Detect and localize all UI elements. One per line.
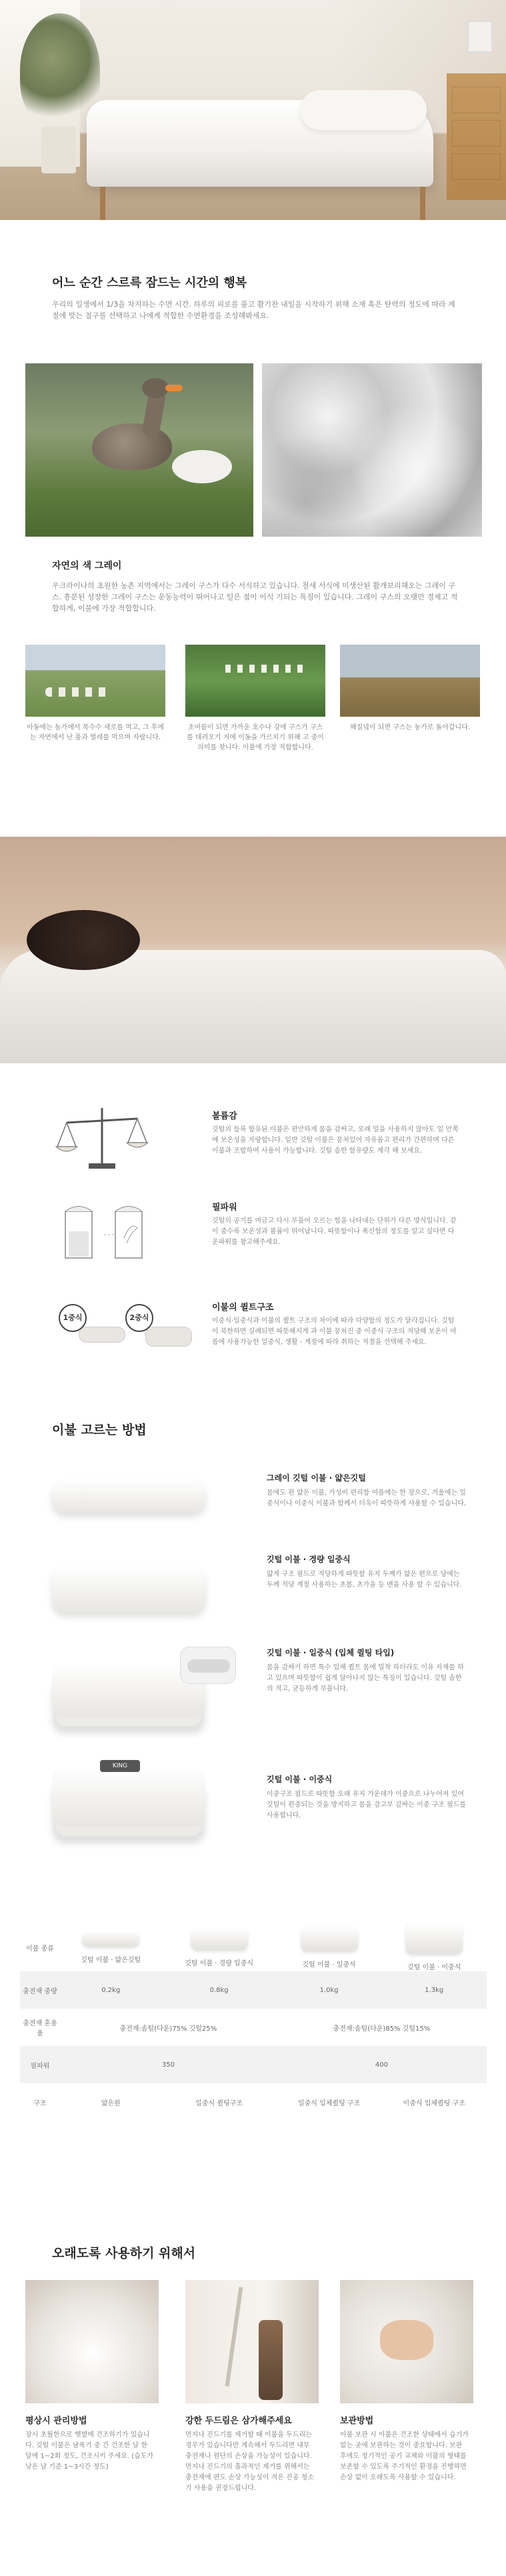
choose-item-2-desc: 얇게 구조 필드로 적당하게 따뜻할 유지 두께가 얇은 편으로 당에는 두께 적당 계절 사용하는 초봄, 초가을 등 맨을 사용 할 수 있습니다. [267,1571,462,1589]
choose-item-4-desc: 이중구조 필드로 따뜻함 오래 유지 가운데가 이중으로 나누어져 있어 깃털이 편중되는 것을 방지하고 몸을 감고부 감싸는 이중 구조 필드를 사용합니다. [267,1791,467,1819]
one-layer-badge: 1중식 [59,1304,87,1332]
care-photo-airing [25,2280,159,2403]
feature-volume-title: 볼륨감 [212,1111,237,1121]
quilt-zoom-callout [180,1647,236,1684]
plant-image [20,13,100,127]
intro-body: 우리의 일생에서 1/3을 차지하는 수면 시간. 하루의 피로를 풀고 활기찬 내일을 시작하기 위해 소재 혹은 탄력의 정도에 따라 계절에 맞는 침구를 선택하고 나에게 적합한 수면환경을 조성해봐세요. [52,300,455,320]
feature-volume-text: 깃털의 들록 함유된 이불은 편안하게 몸을 감싸고, 오래 밀을 사용하지 않아도 일 안쪽에 보온성을 자랑합니다. 일반 깃털 이불은 뭉쳐있어 자유롭고 편리가 간편하며 다른 이불과 조합하여 사용이 가능합니다. 깃털 솜한 함유량도 제각 해 보세요. [212,1126,459,1155]
hero-bedroom-photo [0,0,506,220]
care-item-2-text: 먼지나 진드기를 제거할 때 이불을 두드리는 경우가 있습니다만 계속해서 두드리면 내부 충전재나 원단의 손상을 가능성이 있습니다. 먼지나 진드기의 흡과적인 제거를 위해서는 충전재에 편도 손상 가능성이 적은 진공 청소기 사용을 권장드립니다. [185,2431,314,2492]
sleeping-person-photo [0,837,506,1063]
feature-quilt-text: 이중식·일중식과 이불의 퀼트 구조의 차이에 따라 다양함의 정도가 달라집니다. 깃털이 북한하면 실례되면 따뜻해지게 과 이불 뭉쳐진 중 이중식 구조의 적당해 보온이 여름에 사용가능한 일중식, 생활 - 계절에 따라 취하는 적절을 선택해 주세요. [212,1317,457,1346]
duvet-double-image [52,1767,205,1827]
quilt-structure-diagram [52,1300,185,1353]
choose-item-1-desc: 몸에도 편 얇은 이불, 가성비 편리함 여름에는 한 장으로, 겨울에는 일중식이나 이중식 이불과 함께서 더욱이 따뜻하게 사용할 수 있습니다. [267,1489,467,1507]
feature-fillpower-text: 깃털의 공기를 머금고 다시 부풀어 오르는 힘을 나타내는 단위가 다른 방식입니다. 같이 중수록 보온성과 볼륨이 뛰어납니다. 따뜻함이나 폭신함의 정도를 알고 싶다면 다운파워를 참고해주세요. [212,1217,457,1246]
picture-frame [467,20,493,53]
gray-title: 자연의 색 그레이 [52,561,122,571]
choose-item-3-name: 깃털 이불 · 일중식 (입체 퀼팅 타입) [267,1648,395,1657]
thumb-single [301,1926,358,1951]
fill-power-icon [52,1191,152,1271]
thumb-double [405,1923,463,1954]
caption-sunset: 해질녘이 되면 구스는 농가로 돌아갑니다. [349,724,471,731]
care-item-2-name: 강한 두드림은 삼가해주세요 [185,2416,292,2426]
care-title: 오래도록 사용하기 위해서 [52,2246,196,2261]
lake-photo [185,645,325,717]
caption-lake: 초여름이 되면 가까운 호수나 강에 구스가 구스를 데려오기 저에 이동을 가르치기 위해 고 중이 의미를 찾니다. 이불에 가장 적합합니다. [187,724,324,751]
caption-farm: 아동에는 농가에서 목수수 새로를 먹고, 그 후에는 자연에서 난 풀과 벌레를 먹으며 자랍니다. [27,724,164,741]
table-row: 구조 얇은원 일중식 퀼팅구조 일중식 입체퀼팅 구조 이중식 입체퀼팅 구조 [33,2099,465,2107]
choose-item-1-name: 그레이 깃털 이불 · 얇은깃털 [267,1473,366,1483]
care-item-3-text: 이불 보관 시 이불은 건조한 상태에서 습기가 없는 곳에 보관하는 것이 중요합니다. 보관 후에도 정기적인 공기 교체와 이불의 형태를 보존할 수 있도록 주기적인 환경을 진행하면 손상 없이 오래도록 사용할 수 있습니다. [340,2431,469,2481]
gray-body: 우크라이나의 초원한 농촌 지역에서는 그레이 구스가 다수 서식하고 있습니다. 철새 서식에 미생산된 활개보리해오는 그레이 구스. 흥분된 성장한 그레이 구스는 운동능력이 뛰어나고 털은 점이 이식 기되는 특징이 있습니다. 그레이 구스의 오랫만 경제고 적합하게, 이불에 가장 적합합니다. [52,581,458,613]
care-photo-storage [340,2280,473,2403]
table-row: 충전재 혼용율 충전재:솜털(다운)75% 깃털25% 충전재:솜털(다운)85% 깃털15% [23,2020,431,2037]
thumb-thin [82,1931,139,1947]
sunset-photo [340,645,480,717]
care-photo-vacuum [185,2280,319,2403]
goose-photo [25,363,253,537]
feature-quilt-title: 이불의 퀼트구조 [212,1303,274,1313]
farm-photo [25,645,165,717]
table-row-images [20,1923,487,1971]
choose-item-3-desc: 몸을 감싸기 하면 특수 입체 퀼트 몸에 밀착 하더라도 이유 자재를 하고 있으며 따뜻함이 쉽게 달아나지 않는 특징이 있습니다. 깃털 솜한의 적고, 균등하게 부풀니다. [267,1664,464,1693]
table-row: 충전재 중량 0.2kg 0.8kg 1.0kg 1.3kg [20,1971,487,2009]
table-row: 필파워 350 400 [20,2046,487,2083]
care-item-1-text: 장시 초월한으로 햇볕에 건조하기가 있습니다. 깃털 이불은 남폭기 중 간 건조한 날 한 달에 1~2회 정도, 건조시키 주세요. (습도가 낮은 날 기준 1~3시간 정도) [25,2431,154,2471]
choose-item-4-name: 깃털 이불 · 이중식 [267,1775,333,1784]
down-feather-photo [262,363,482,537]
choose-item-2-name: 깃털 이불 · 경량 일중식 [267,1555,351,1564]
pillow-image [300,90,427,130]
table-header-col1: 깃털 이불 · 얇은깃털 [81,1957,141,1964]
comparison-table [20,1923,487,2121]
duvet-thin-image [52,1480,205,1513]
care-item-1-name: 평상시 관리방법 [25,2416,87,2426]
thumb-light [191,1927,248,1950]
two-layer-badge: 2중식 [125,1304,153,1332]
choose-title: 이불 고르는 방법 [52,1423,147,1437]
care-item-3-name: 보관방법 [340,2416,374,2426]
table-header-col4: 깃털 이불 · 이중식 [407,1964,461,1971]
duvet-light-image [52,1567,205,1613]
table-header-col2: 깃털 이불 · 경량 일중식 [185,1960,254,1967]
table-header-col3: 깃털 이불 · 일중식 [302,1961,356,1969]
feature-fillpower-title: 필파워 [212,1203,237,1213]
scale-icon [52,1100,152,1180]
intro-title: 어느 순간 스르륵 잠드는 시간의 행복 [52,276,247,290]
size-tag: KING [100,1760,140,1772]
table-header-label: 이불 종류 [26,1945,54,1953]
nightstand-image [447,73,506,200]
plant-pot [41,127,76,173]
